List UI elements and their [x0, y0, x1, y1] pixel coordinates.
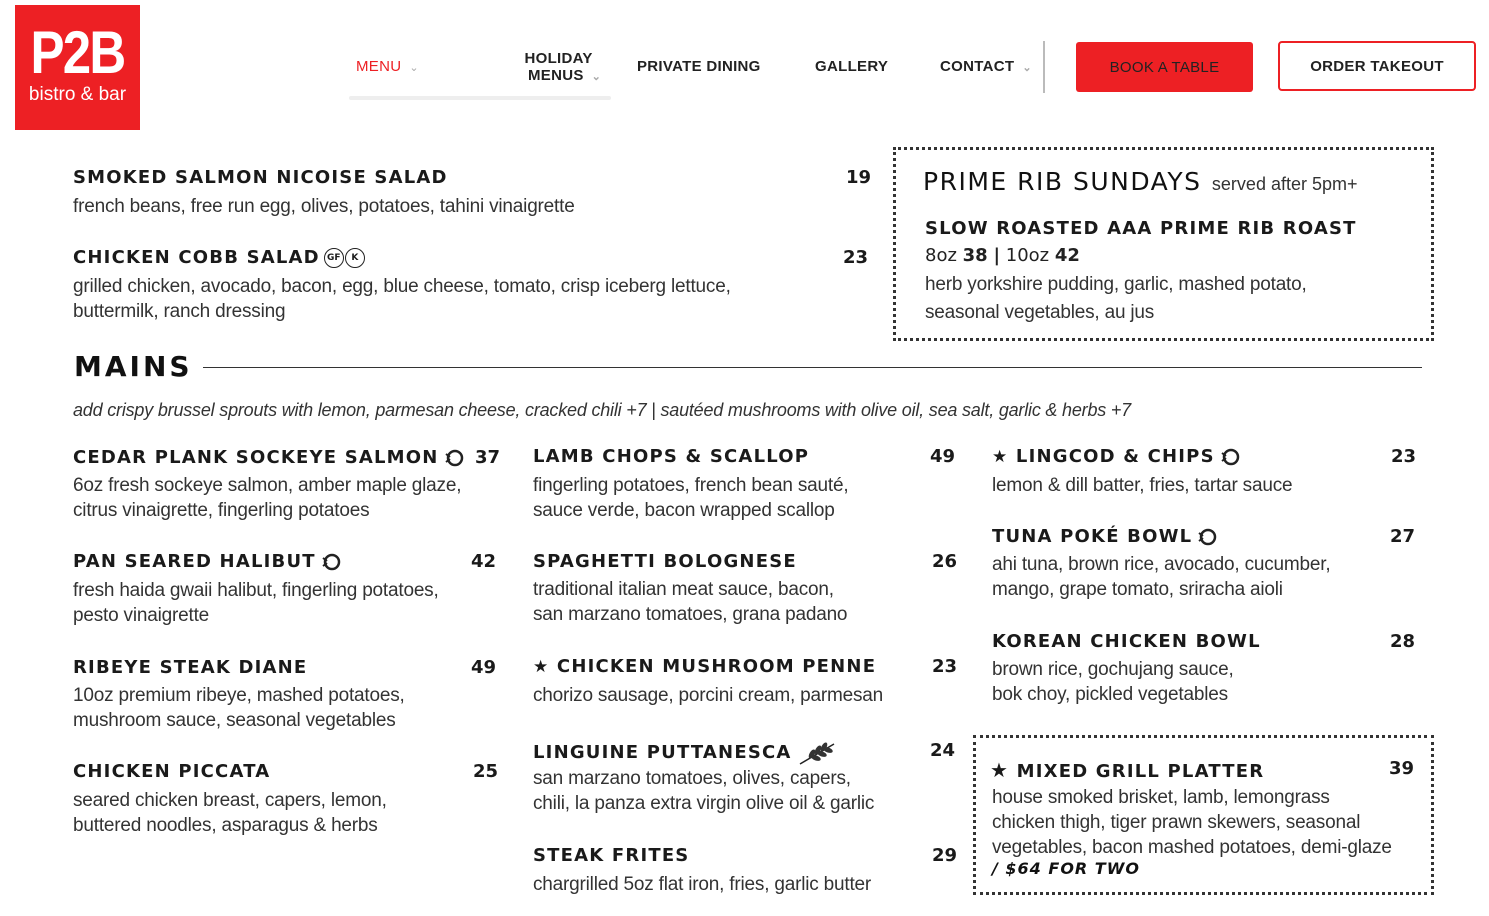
- vegetarian-leaf-icon: [798, 740, 838, 766]
- chevron-down-icon: ⌄: [591, 71, 602, 83]
- item-price: 24: [930, 740, 956, 761]
- item-name-row: [992, 446, 1241, 467]
- item-price: 27: [1390, 526, 1416, 547]
- item-name: CEDAR PLANK SOCKEYE SALMON: [73, 447, 439, 468]
- item-desc: grilled chicken, avocado, bacon, egg, blue cheese, tomato, crisp iceberg lettuce, buttermilk, ranch dressing: [73, 276, 731, 322]
- item-desc: ahi tuna, brown rice, avocado, cucumber, mango, grape tomato, sriracha aioli: [992, 554, 1331, 600]
- item-price: 25: [473, 761, 499, 782]
- nav-holiday-label-2: MENUS: [528, 67, 584, 84]
- item-desc: herb yorkshire pudding, garlic, mashed potato, seasonal vegetables, au jus: [925, 274, 1307, 323]
- ocean-wise-icon: [445, 448, 465, 468]
- item-name-row: [73, 551, 342, 572]
- item-price: 42: [471, 551, 497, 572]
- star-icon: ★: [990, 758, 1010, 782]
- nav-menu[interactable]: [356, 58, 419, 75]
- item-name: MIXED GRILL PLATTER: [1016, 761, 1265, 782]
- item-desc: french beans, free run egg, olives, potatoes, tahini vinaigrette: [73, 196, 575, 217]
- prime-rib-title: PRIME RIB SUNDAYS: [923, 167, 1202, 196]
- mains-addons-note: add crispy brussel sprouts with lemon, parmesan cheese, cracked chili +7 | sautéed mushrooms with olive oil, sea salt, garlic & herbs +7: [73, 400, 1131, 420]
- keto-icon: K: [345, 248, 365, 268]
- star-icon: ★: [533, 657, 550, 677]
- item-price: 37: [475, 447, 501, 468]
- item-price: 49: [930, 446, 956, 467]
- item-name-row: [533, 656, 876, 677]
- nav-contact-label: CONTACT: [940, 58, 1015, 75]
- book-table-button[interactable]: BOOK A TABLE: [1076, 42, 1253, 92]
- item-name: CHICKEN COBB SALAD: [73, 247, 320, 268]
- nav-divider: [1043, 41, 1045, 93]
- item-price: 26: [932, 551, 958, 572]
- item-name: LINGCOD & CHIPS: [1015, 446, 1215, 467]
- item-price: 23: [1391, 446, 1417, 467]
- item-price: 23: [843, 247, 869, 268]
- nav-holiday-menus[interactable]: [516, 50, 601, 86]
- item-name: SMOKED SALMON NICOISE SALAD: [73, 167, 448, 188]
- item-desc: chorizo sausage, porcini cream, parmesan: [533, 685, 884, 706]
- item-price: 39: [1389, 758, 1415, 779]
- item-desc: fresh haida gwaii halibut, fingerling potatoes, pesto vinaigrette: [73, 580, 439, 626]
- section-divider: [203, 367, 1422, 368]
- item-name-row: [73, 247, 365, 268]
- order-takeout-button[interactable]: ORDER TAKEOUT: [1278, 41, 1476, 91]
- gluten-free-icon: GF: [324, 248, 344, 268]
- prime-rib-sizes: 8oz 38 | 10oz 42: [925, 245, 1080, 266]
- nav-holiday-label-1: HOLIDAY: [524, 50, 593, 67]
- item-desc: 6oz fresh sockeye salmon, amber maple glaze, citrus vinaigrette, fingerling potatoes: [73, 475, 462, 521]
- section-title-mains: MAINS: [74, 350, 193, 383]
- logo-tagline: bistro & bar: [28, 84, 127, 105]
- item-name: CHICKEN MUSHROOM PENNE: [556, 656, 877, 677]
- item-name: PAN SEARED HALIBUT: [73, 551, 316, 572]
- item-name-row: [992, 526, 1218, 547]
- item-price: 23: [932, 656, 958, 677]
- logo[interactable]: [15, 5, 140, 130]
- chevron-down-icon: ⌄: [1022, 62, 1032, 74]
- item-price: 49: [471, 657, 497, 678]
- ocean-wise-icon: [1221, 447, 1241, 467]
- nav-menu-label: MENU: [356, 58, 402, 75]
- item-name: STEAK FRITES: [533, 845, 690, 866]
- prime-rib-header: [923, 167, 1358, 196]
- nav-underline: [349, 96, 611, 100]
- item-name: LAMB CHOPS & SCALLOP: [533, 446, 810, 467]
- item-price: 19: [846, 167, 872, 188]
- item-name-row: [990, 758, 1264, 782]
- item-name: TUNA POKÉ BOWL: [992, 526, 1193, 547]
- item-desc: 10oz premium ribeye, mashed potatoes, mushroom sauce, seasonal vegetables: [73, 685, 405, 731]
- item-desc: fingerling potatoes, french bean sauté, sauce verde, bacon wrapped scallop: [533, 475, 849, 521]
- item-desc: traditional italian meat sauce, bacon, san marzano tomatoes, grana padano: [533, 579, 848, 625]
- item-name: CHICKEN PICCATA: [73, 761, 271, 782]
- ocean-wise-icon: [1198, 527, 1218, 547]
- item-name-row: [533, 740, 838, 766]
- nav-gallery[interactable]: GALLERY: [815, 58, 889, 75]
- star-icon: ★: [992, 447, 1009, 467]
- prime-rib-note: served after 5pm+: [1211, 174, 1358, 194]
- item-desc: lemon & dill batter, fries, tartar sauce: [992, 475, 1293, 496]
- nav-contact[interactable]: [940, 58, 1032, 75]
- item-name: RIBEYE STEAK DIANE: [73, 657, 308, 678]
- nav-private-dining[interactable]: PRIVATE DINING: [637, 58, 761, 75]
- item-desc: seared chicken breast, capers, lemon, buttered noodles, asparagus & herbs: [73, 790, 387, 836]
- item-name: LINGUINE PUTTANESCA: [533, 742, 792, 763]
- logo-mark: P2B: [30, 19, 125, 86]
- item-desc: chargrilled 5oz flat iron, fries, garlic butter: [533, 874, 872, 895]
- item-name: KOREAN CHICKEN BOWL: [992, 631, 1261, 652]
- ocean-wise-icon: [322, 552, 342, 572]
- item-desc: san marzano tomatoes, olives, capers, chili, la panza extra virgin olive oil & garlic: [533, 768, 875, 814]
- item-price: 28: [1390, 631, 1416, 652]
- item-name: SLOW ROASTED AAA PRIME RIB ROAST: [925, 218, 1357, 239]
- item-price: 29: [932, 845, 958, 866]
- platter-for-two: / $64 FOR TWO: [992, 859, 1140, 878]
- chevron-down-icon: ⌄: [409, 62, 419, 74]
- item-desc: brown rice, gochujang sauce, bok choy, pickled vegetables: [992, 659, 1234, 705]
- item-name: SPAGHETTI BOLOGNESE: [533, 551, 797, 572]
- item-name-row: [73, 447, 465, 468]
- item-desc: house smoked brisket, lamb, lemongrass chicken thigh, tiger prawn skewers, seasonal vegetables, bacon mashed potatoes, demi-glaze: [992, 787, 1392, 858]
